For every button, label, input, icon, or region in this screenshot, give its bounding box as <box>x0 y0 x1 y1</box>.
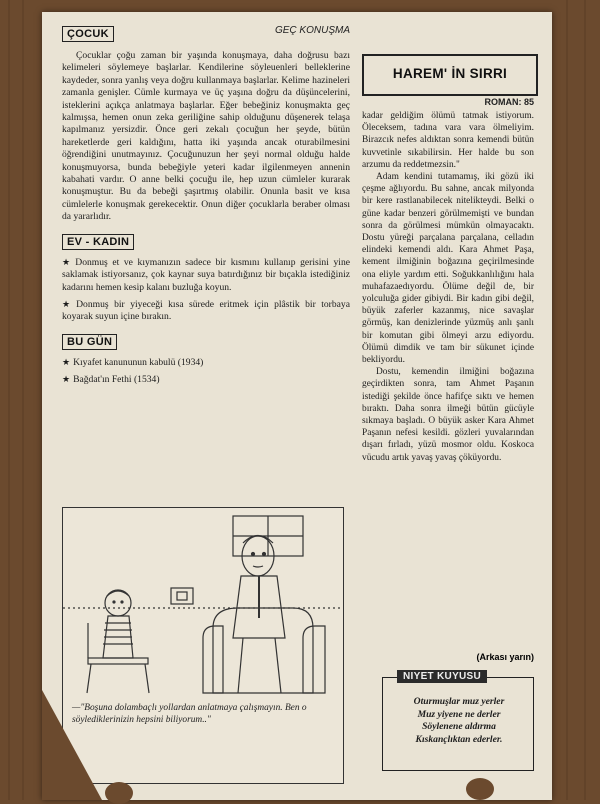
poem-line: Söylenene aldırma <box>422 721 496 733</box>
punch-hole <box>105 782 133 804</box>
poem-line: Kıskançlıktan ederler. <box>415 733 503 745</box>
serial-paragraph: Adam kendini tutamamış, iki gözü iki çeşme ağlıyordu. Bu sahne, ancak milyonda bir kere rastlanabilecek nitelikteydi. Belki o güne kadar benzeri görülmemişti ve bundan sonra da görülmesi mümkün olmayacaktı. Dostu yüreği parçalana parçalana, celladın elindeki kemendi aldı. Kara Ahmet Paşa, kement ilmiğinin boğazına geçirilmesinde ona eliyle yardım etti. Soğukkanlılığını hala muhafazaedıyordu. Ölüme değil de, bir yolculuğa gider gibiydi. Bir kadın gibi değil, büyük zaferler kazanmış, nice savaşlar görmüş, kan denizlerinde yüzmüş anlı şanlı bir komutan gibi ölmeyi arzu ediyordu. Ölümü dimdik ve tam bir sükunet içinde bekliyordu. <box>362 172 534 366</box>
serial-paragraph: kadar geldiğim ölümü tatmak istiyorum. Öleceksem, tadına vara vara ölmeliyim. Birazcık nefes aldıktan sonra kemendi bütün kuvvetinle sıkabilirsin. Her halde bu son arzumu da reddetmezsin." <box>362 111 534 170</box>
niyet-kuyusu-label: NIYET KUYUSU <box>397 670 487 683</box>
niyet-kuyusu-poem <box>389 696 529 746</box>
continued-note: (Arkası yarın) <box>476 652 534 662</box>
punch-hole <box>466 778 494 800</box>
section-tag-cocuk: ÇOCUK <box>62 26 114 42</box>
bu-gun-item: ★ Bağdat'ın Fethi (1534) <box>62 374 160 386</box>
newspaper-page <box>42 12 552 800</box>
left-column <box>62 50 350 391</box>
cartoon-illustration <box>62 507 344 784</box>
torn-corner <box>42 690 102 800</box>
cocuk-header <box>62 24 350 42</box>
serial-title-box <box>362 54 538 96</box>
serial-text <box>362 110 534 464</box>
section-tag-ev-kadin: EV - KADIN <box>62 234 134 250</box>
cartoon-drawing <box>63 508 343 698</box>
ev-kadin-tip: ★ Donmuş bir yiyeceği kısa sürede eritmek için plâstik bir torbaya koyarak suyun içine bırakın. <box>62 298 350 323</box>
serial-paragraph: Dostu, kemendin ilmiğini boğazına geçirdikten sonra, tam Ahmet Paşanın istediği şekilde önce hafifçe sıktı ve hemen bıraktı. Daha sonra ilmeği bütün gücüyle sıkmaya başladı. O büyük asker Kara Ahmet Paşanın nefesi kesildi. gözleri yuvalarından dışarı fırladı, yüzü mosmor oldu. Koskoca vücudu artık yavaş yavaş çöküyordu. <box>362 367 534 463</box>
cocuk-article-text: Çocuklar çoğu zaman bir yaşında konuşmaya, daha doğrusu bazı kelimeleri söylemeye başlarlar. Kendilerine söyleuenleri belleklerine kaydeder, sonra yanlış veya doğru kullanmaya başlarlar. Kelime hazineleri zamanla genişler. Cümle kurmaya ve üç yaşına doğru da düşüncelerini, isteklerini açıkça anlatmaya başlarlar. Eğer bebeğiniz konuşmakta geç kalmışsa, hemen onun zeka geriliğine sahip olduğunu düşenerek telaşa kapılmanız yersizdir. Önce geri zekalı çocuğun her şeyde, bütün hareketlerde geri kaldığını, hatta iki yaşında ancak oturabilmesini öğrendiğini unutmayınız. Çocuğunuzun her şeyi normal olduğu halde konuşmuyorsa, bunda bebeğiyle yeteri kadar ilgilenmeyen annenin kabahati vardır. O anne belki çocuğu ile, hep uzun cümleler kurarak konuşmuştur. Bu da bebeği şaşırtmış olabilir. Onunla basit ve kısa cümlelerle konuşmak gerekecektir. Onun diğer çocuklarla beraber olması da yararlıdır. <box>62 50 350 223</box>
cartoon-caption: —"Boşuna dolambaçlı yollardan anlatmaya çalışmayın. Ben o söylediklerinizin hepsini biliyorum.." <box>72 703 307 725</box>
section-tag-bu-gun: BU GÜN <box>62 334 117 350</box>
poem-line: Muz yiyene ne derler <box>417 708 501 720</box>
bu-gun-item: ★ Kıyafet kanununun kabulü (1934) <box>62 356 204 368</box>
article-title: GEÇ KONUŞMA <box>274 25 350 36</box>
roman-number: ROMAN: 85 <box>484 97 534 107</box>
poem-line: Oturmuşlar muz yerler <box>413 696 505 707</box>
serial-title: HAREM' İN SIRRI <box>392 66 508 81</box>
ev-kadin-tip: ★ Donmuş et ve kıymanızın sadece bir kısmını kullanıp gerisini yine saklamak istiyorsanız, çok kaynar suya batırdığınız bir bıçakla istediğiniz kadarını hemen kesip kalanı buzluğa koyun. <box>62 256 350 293</box>
